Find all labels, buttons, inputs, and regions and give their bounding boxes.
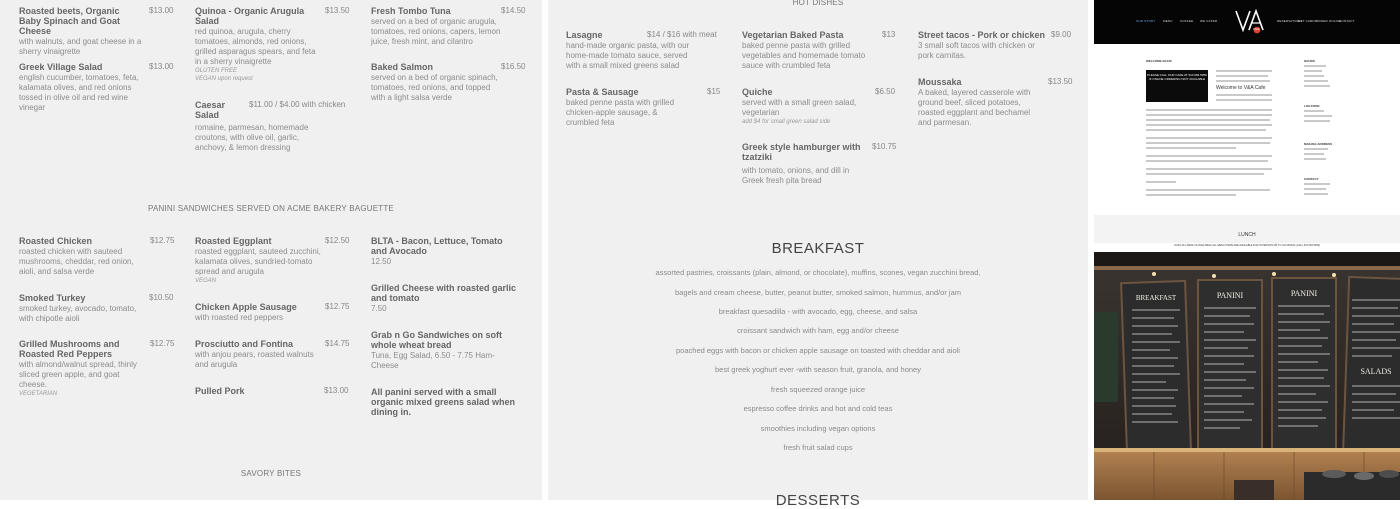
menu-item xyxy=(371,387,526,417)
menu-item xyxy=(195,302,350,323)
item-desc: baked penne pasta with grilled chicken-apple sausage, & crumbled feta xyxy=(566,98,675,127)
item-desc: 3 small soft tacos with chicken or pork carnitas. xyxy=(918,41,1035,60)
nav-link-reservations[interactable]: RESERVATIONS xyxy=(1277,19,1303,23)
item-name: Fresh Tombo Tuna xyxy=(371,6,451,16)
logo-text xyxy=(1234,8,1235,9)
section-heading: PANINI SANDWICHES SERVED ON ACME BAKERY BAGUETTE xyxy=(148,204,394,213)
item-name: Grab n Go Sandwiches on soft whole wheat bread xyxy=(371,330,503,350)
nav-link-our-story[interactable]: OUR STORY xyxy=(1136,19,1156,23)
item-name: Vegetarian Baked Pasta xyxy=(742,30,844,40)
item-desc: romaine, parmesan, homemade croutons, with olive oil, garlic, anchovy, & lemon dressing xyxy=(195,123,309,152)
item-desc: red quinoa, arugula, cherry tomatoes, almonds, red onions, grilled asparagus spears, and feta in a sherry vinaigrette xyxy=(195,27,316,66)
breakfast-line: poached eggs with bacon or chicken apple sausage on toasted with cheddar and aioli xyxy=(676,346,960,355)
menu-item xyxy=(371,283,526,314)
item-price: $13.00 xyxy=(324,386,349,395)
item-desc: with roasted red peppers xyxy=(195,313,284,322)
item-name: Grilled Cheese with roasted garlic and tomato xyxy=(371,283,517,303)
menu-item xyxy=(19,6,174,57)
breakfast-line: espresso coffee drinks and hot and cold teas xyxy=(743,404,893,413)
item-desc: A baked, layered casserole with ground beef, sliced potatoes, roasted eggplant and bechamel and parmesan. xyxy=(918,88,1031,127)
sidebar-heading: MAILING ADDRESS xyxy=(1304,142,1333,146)
item-name: Quiche xyxy=(742,87,773,97)
breakfast-line: bagels and cream cheese, butter, peanut butter, smoked salmon, hummus, and/or jam xyxy=(675,288,961,297)
menu-item xyxy=(195,339,350,370)
website-preview xyxy=(1094,0,1400,500)
menu-page-hot-breakfast xyxy=(548,0,1088,509)
item-desc: hand-made organic pasta, with our home-made tomato sauce, served with a small mixed greens salad xyxy=(566,41,690,70)
section-heading-desserts: DESSERTS xyxy=(775,492,861,509)
menu-item xyxy=(566,87,721,128)
nav-link-order-online[interactable]: ORDER ONLINE xyxy=(1316,19,1342,23)
item-desc: with anjou pears, roasted walnuts and arugula xyxy=(195,350,314,369)
item-price: $12.75 xyxy=(325,302,350,311)
item-name: Quinoa - Organic Arugula Salad xyxy=(195,6,305,26)
logo-sub: CAFE xyxy=(1253,28,1260,31)
menu-item xyxy=(195,6,350,83)
menu-item xyxy=(918,77,1073,128)
menu-item xyxy=(371,236,526,267)
lunch-label: LUNCH xyxy=(1238,232,1256,238)
item-desc: with almond/walnut spread, thinly sliced green apple, and goat cheese. xyxy=(19,360,137,389)
item-name: All panini served with a small organic mixed greens salad when dining in. xyxy=(371,387,516,417)
nav-link-gift-cards[interactable]: GIFT CARDS xyxy=(1297,19,1318,23)
menu-item xyxy=(742,30,897,71)
item-price: $6.50 xyxy=(875,87,896,96)
board-title: PANINI xyxy=(1216,291,1244,300)
ordering-notice: PLEASE CALL OUR CAFE AT 510 684 5056 IF ONLINE ORDERING ISN'T AVAILABLE xyxy=(1146,70,1208,102)
sidebar-heading: LOCATION xyxy=(1304,104,1320,108)
item-desc: roasted eggplant, sauteed zucchini, kalamata olives, sundried-tomato spread and arugula xyxy=(195,247,321,276)
menu-item xyxy=(19,236,174,277)
cafe-chalkboard-photo xyxy=(1094,252,1400,500)
lunch-note: OUR FULL MENU IS AVAILABLE! ALL MENU ITEMS ARE AVAILABLE FOR IN PERSON OR TO GO DINING (CALL 510 684 5056) xyxy=(1174,244,1320,247)
menu-page-lunch xyxy=(0,0,542,500)
site-navbar xyxy=(1094,0,1400,44)
section-heading-breakfast: BREAKFAST xyxy=(771,240,865,257)
item-price: $14 / $16 with meat xyxy=(647,30,717,39)
item-name: Street tacos - Pork or chicken xyxy=(918,30,1046,40)
nav-link-contact[interactable]: CONTACT xyxy=(1339,19,1355,23)
logo-mark-icon xyxy=(1234,8,1268,36)
board-title: SALADS xyxy=(1360,367,1392,376)
item-note: VEGAN xyxy=(195,278,217,284)
item-name: Lasagne xyxy=(566,30,603,40)
item-note: GLUTEN FREE xyxy=(195,68,238,74)
item-price: $15 xyxy=(707,87,721,96)
item-price: $10.50 xyxy=(149,293,174,302)
item-desc: with tomato, onions, and dill in Greek fresh pita bread xyxy=(742,166,850,185)
item-name: Greek style hamburger with tzatziki xyxy=(742,142,861,162)
menu-item xyxy=(371,330,526,371)
item-desc: served with a small green salad, vegetarian xyxy=(742,98,857,117)
item-name: Pulled Pork xyxy=(195,386,245,396)
item-name: Chicken Apple Sausage xyxy=(195,302,297,312)
item-note: add $4 for small green salad side xyxy=(742,119,831,125)
item-desc: roasted chicken with sauteed mushrooms, cheddar, red onion, aioli, and salsa verde xyxy=(19,247,134,276)
item-price: $14.50 xyxy=(501,6,526,15)
breakfast-line: croissant sandwich with ham, egg and/or cheese xyxy=(737,326,899,335)
item-desc: 12.50 xyxy=(371,257,392,266)
welcome-title: Welcome to V&A Cafe xyxy=(1216,85,1266,91)
item-desc: served on a bed of organic arugula, tomatoes, red onions, capers, lemon juice, fresh mint, and cilantro xyxy=(371,17,501,46)
board-title: PANINI xyxy=(1290,289,1318,298)
menu-item xyxy=(19,62,174,113)
menu-item xyxy=(19,339,174,398)
menu-item xyxy=(19,293,174,324)
item-name: Roasted beets, Organic Baby Spinach and Goat Cheese xyxy=(19,6,121,36)
item-name: Caesar Salad xyxy=(195,100,226,120)
menu-item xyxy=(918,30,1073,61)
lunch-banner xyxy=(1094,215,1400,243)
item-price: $16.50 xyxy=(501,62,526,71)
breakfast-line: fresh squeezed orange juice xyxy=(770,385,866,394)
item-price: $13.50 xyxy=(1048,77,1073,86)
breakfast-line: smoothies including vegan options xyxy=(760,424,876,433)
item-name: Moussaka xyxy=(918,77,962,87)
nav-link-coffee[interactable]: COFFEE xyxy=(1180,19,1194,23)
section-heading: HOT DISHES xyxy=(792,0,844,7)
menu-item xyxy=(566,30,721,71)
item-desc: served on a bed of organic spinach, tomatoes, red onions, and topped with a light salsa verde xyxy=(371,73,498,102)
item-price: $12.75 xyxy=(150,236,175,245)
nav-link-menu[interactable]: MENU xyxy=(1163,19,1173,23)
cafe-logo[interactable] xyxy=(1234,8,1268,36)
item-name: Grilled Mushrooms and Roasted Red Peppers xyxy=(19,339,120,359)
item-desc: smoked turkey, avocado, tomato, with chipotle aioli xyxy=(19,304,137,323)
sidebar-heading: CONTACT xyxy=(1304,177,1319,181)
breakfast-line: assorted pastries, croissants (plain, almond, or chocolate), muffins, scones, vegan zucchini bread, xyxy=(655,268,981,277)
item-name: Roasted Eggplant xyxy=(195,236,272,246)
item-price: $13 xyxy=(882,30,896,39)
item-desc: with walnuts, and goat cheese in a sherry vinaigrette xyxy=(19,37,142,56)
nav-link-we-cater[interactable]: WE CATER xyxy=(1200,19,1218,23)
item-name: Roasted Chicken xyxy=(19,236,93,246)
item-price: $14.75 xyxy=(325,339,350,348)
item-desc: Tuna, Egg Salad, 6.50 - 7.75 Ham-Cheese xyxy=(371,351,495,370)
menu-item xyxy=(195,386,350,396)
item-price: $9.00 xyxy=(1051,30,1072,39)
welcome-label: WELCOME BACK! xyxy=(1146,59,1173,63)
menu-item xyxy=(371,62,526,103)
menu-item xyxy=(742,142,897,186)
section-heading: SAVORY BITES xyxy=(240,469,302,478)
item-name: Greek Village Salad xyxy=(19,62,103,72)
board-title: BREAKFAST xyxy=(1135,294,1177,302)
breakfast-line: breakfast quesadilla - with avocado, egg, cheese, and salsa xyxy=(718,307,918,316)
item-name: Prosciutto and Fontina xyxy=(195,339,293,349)
menu-item xyxy=(195,100,355,153)
item-name: Baked Salmon xyxy=(371,62,434,72)
menu-item xyxy=(371,6,526,47)
item-price: $13.00 xyxy=(149,6,174,15)
breakfast-line: fresh fruit salad cups xyxy=(783,443,853,452)
sidebar-heading: HOURS xyxy=(1304,59,1315,63)
item-desc: baked penne pasta with grilled vegetables and homemade tomato sauce with crumbled feta xyxy=(742,41,866,70)
item-desc: english cucumber, tomatoes, feta, kalamata olives, and red onions tossed in olive oil and red wine vinegar xyxy=(19,73,139,112)
item-note: VEGETARIAN xyxy=(19,391,58,397)
item-name: BLTA - Bacon, Lettuce, Tomato and Avocado xyxy=(371,236,503,256)
item-price: $11.00 / $4.00 with chicken xyxy=(249,100,346,109)
item-price: $10.75 xyxy=(872,142,897,151)
item-price: $12.50 xyxy=(325,236,350,245)
item-price: $13.00 xyxy=(149,62,174,71)
menu-item xyxy=(195,236,350,285)
menu-item xyxy=(742,87,897,126)
item-price: $13.50 xyxy=(325,6,350,15)
item-name: Smoked Turkey xyxy=(19,293,86,303)
breakfast-line: best greek yoghurt ever -with season fruit, granola, and honey xyxy=(715,365,921,374)
item-name: Pasta & Sausage xyxy=(566,87,639,97)
item-desc: 7.50 xyxy=(371,304,387,313)
item-note: VEGAN upon request xyxy=(195,76,253,82)
item-price: $12.75 xyxy=(150,339,175,348)
